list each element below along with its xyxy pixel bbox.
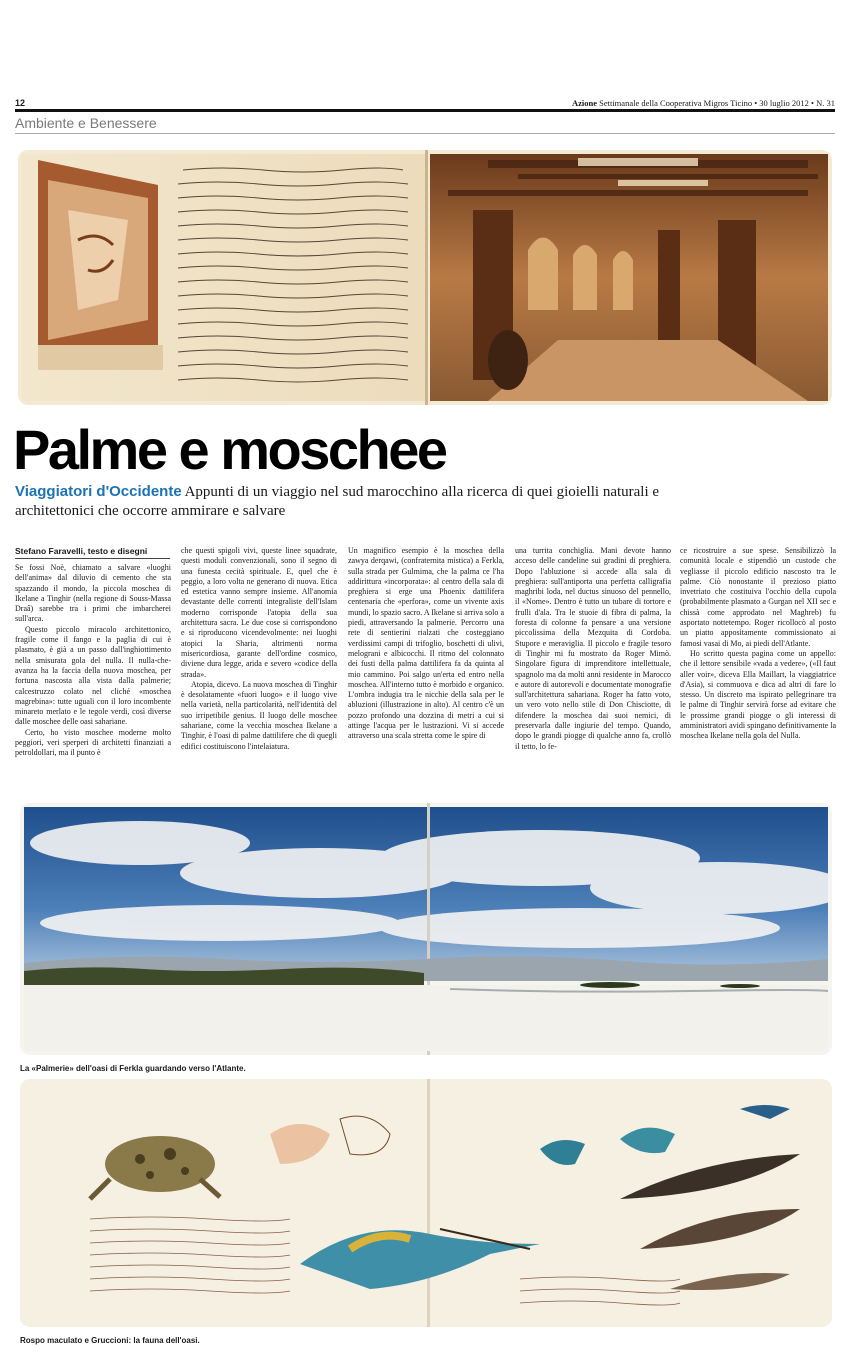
article-column-5 bbox=[680, 546, 836, 742]
panorama-image bbox=[20, 803, 832, 1055]
paragraph: Certo, ho visto moschee moderne molto peggiori, veri sperperi di architetti finanziati a petroldollari, ma il punto è bbox=[15, 727, 171, 758]
paragraph: una turrita conchiglia. Mani devote hanno acceso delle candeline sui gradini di preghiera. Dopo l'abluzione si accede alla sala di preghiera: sull'antiporta una perfetta calligrafia maghribi loda, nel ductus sinuoso del pennello, il «Nome». Dentro è tutto un tubare di tortore e frulli d'ala. Tra le stuoie di fibra di palma, la foresta di colonne fa pensare a una versione piccolissima della Mezquita di Cordoba. Stupore e meraviglia. Il piccolo e fragile tesoro di Tinghir mi fu mostrato da Roger Mimò. Singolare figura di imprenditore intellettuale, spagnolo ma da molti anni residente in Marocco e autore di autorevoli e documentate monografie sull'architettura sahariana. Roger ha fatto voto, un vero voto nello stile di Don Chisciotte, di difendere la moschea dai suoi nemici, di preservarla dalle ingiurie del tempo. Quando, dopo le grandi piogge di qualche anno fa, crollò il tetto, lo fe- bbox=[515, 546, 671, 751]
article-column-4 bbox=[515, 546, 671, 752]
deck-text: Appunti di un viaggio nel sud marocchino alla ricerca di quei gioielli naturali e architettonici che occorre ammirare e salvare bbox=[15, 484, 660, 519]
sketchbook-illustration-top bbox=[18, 150, 832, 405]
mosque-sketch-image bbox=[18, 150, 832, 405]
fauna-image bbox=[20, 1079, 832, 1327]
masthead-info: Settimanale della Cooperativa Migros Ticino • 30 luglio 2012 • N. 31 bbox=[596, 98, 835, 108]
paragraph: Se fossi Noè, chiamato a salvare «luoghi dell'anima» dal diluvio di cemento che sta spazzando il mondo, la piccola moschea di Ikelane a Tinghir (nella regione di Souss-Massa Draâ) sarebbe tra i primi che imbarcherei sull'arca. bbox=[15, 563, 171, 624]
fauna-caption: Rospo maculato e Gruccioni: la fauna dell'oasi. bbox=[20, 1336, 200, 1345]
byline: Stefano Faravelli, testo e disegni bbox=[15, 546, 170, 559]
paragraph: Un magnifico esempio è la moschea della zawya derqawi, (confraternita mistica) a Ferkla, sulla strada per Gulmima, che la palma ce l'ha addirittura «incorporata»: al centro della sala di preghiera si erge una Phoenix dattilifera centenaria che «perfora», come un vivente axis mundi, lo spazio sacro. A Ikelane si arriva solo a piedi, attraversando la palmerie. Percorro una rete di sentierini rialzati che costeggiano verdissimi campi di trifoglio, boschetti di ulivi, melograni e albicocchi. Il ritmo del colonnato dei fusti della palma dattilifera fa da quinta al mio camminο. Poi salgo un'erta ed entro nella moschea. All'interno tutto è morbido e organico. L'ombra indugia tra le nicchie della sala per le abluzioni (illustrazione in alto). Al centro c'è un pozzo profondo una dozzina di metri a cui si attinge l'acqua per le lustrazioni. Vi si accede attraverso una scala stretta come le spire di bbox=[348, 546, 504, 741]
article-column-3 bbox=[348, 546, 504, 742]
page-number: 12 bbox=[15, 98, 26, 108]
header-rule bbox=[15, 109, 835, 112]
paragraph: ce ricostruire a sue spese. Sensibilizzò la comunità locale e stipendiò un custode che vegliasse il piccolo edificio nascosto tra le palme. Ciò nonostante il prezioso piatto invetriato che costituiva l'occhio della cupola (probabilmente plasmato a Gurgan nel XII sec e chissà come approdato nel Maghreb) fu asportato nottetempo. Roger ricollocò al posto un piatto appositamente commissionato ai famosi vasai di Mo, ai piedi dell'Atlante. bbox=[680, 546, 836, 648]
article-column-2 bbox=[181, 546, 337, 752]
paragraph: che questi spigoli vivi, queste linee squadrate, questi moduli convenzionali, sono il segno di una funesta cecità spirituale. E, quel che è peggio, a loro volta ne generano di nuova. Etica ed estetica vanno sempre insieme. All'anomia devastante delle correnti integraliste dell'Islam moderno corrisponde l'atopia della sua architettura sacra. Le due cose si corrispondono e si riproducono vicendevolmente: nei luoghi atopici la Sharia, altrimenti norma misericordiosa, garante dell'ordine cosmico, diviene dura legge, arida e severo «codice della strada». bbox=[181, 546, 337, 679]
deck-kicker: Viaggiatori d'Occidente bbox=[15, 483, 182, 500]
deck bbox=[15, 482, 685, 521]
section-rule bbox=[15, 133, 835, 134]
masthead-title: Azione bbox=[571, 98, 597, 108]
paragraph: Questo piccolo miracolo architettonico, fragile come il fango e la paglia di cui è plasmato, è già a un passo dall'inghiottimento nella smisurata gola del nulla. Il nulla-che-avanza ha la faccia della nuova moschea, per fortuna nascosta alla vista dalla palmerie; calcestruzzo colato nel cliché «moschea magrebina»: tutte uguali con il loro incombente minareto merlato e le tegole verdi, così diverse dalle moschee delle oasi sahariane. bbox=[15, 624, 171, 727]
section-title: Ambiente e Benessere bbox=[15, 115, 157, 131]
article-column-1 bbox=[15, 563, 171, 759]
panorama-caption: La «Palmerie» dell'oasi di Ferkla guardando verso l'Atlante. bbox=[20, 1064, 246, 1073]
fauna-sketch-illustration bbox=[20, 1079, 832, 1327]
paragraph: Ho scritto questa pagina come un appello: che il lettore sensibile «vada a vedere», («Il faut aller voir», diceva Ella Maillart, la viaggiatrice d'Asia), si commuova e dica ad altri di fare lo stesso. Un discreto ma ispirato pellegrinare tra le palme di Tinghir servirà forse ad evitare che le prossime grandi piogge o gli interessi di amministratori avidi spingano definitivamente la moschea Ikelane nella gola del Nulla. bbox=[680, 648, 836, 741]
palmerie-panorama-illustration bbox=[20, 803, 832, 1055]
masthead bbox=[572, 98, 835, 108]
paragraph: Atopia, dicevo. La nuova moschea di Tinghir è desolatamente «fuori luogo» e il luogo vive nella varietà, nella particolarità, nell'identità del suo irripetibile genius. Il luogo delle moschee sahariane, come la vecchia moschea Ikelane a Tinghir, è l'oasi di palme dattilifere che di quegli edifici costituiscono l'intelaiatura. bbox=[181, 679, 337, 751]
headline: Palme e moschee bbox=[13, 418, 446, 481]
